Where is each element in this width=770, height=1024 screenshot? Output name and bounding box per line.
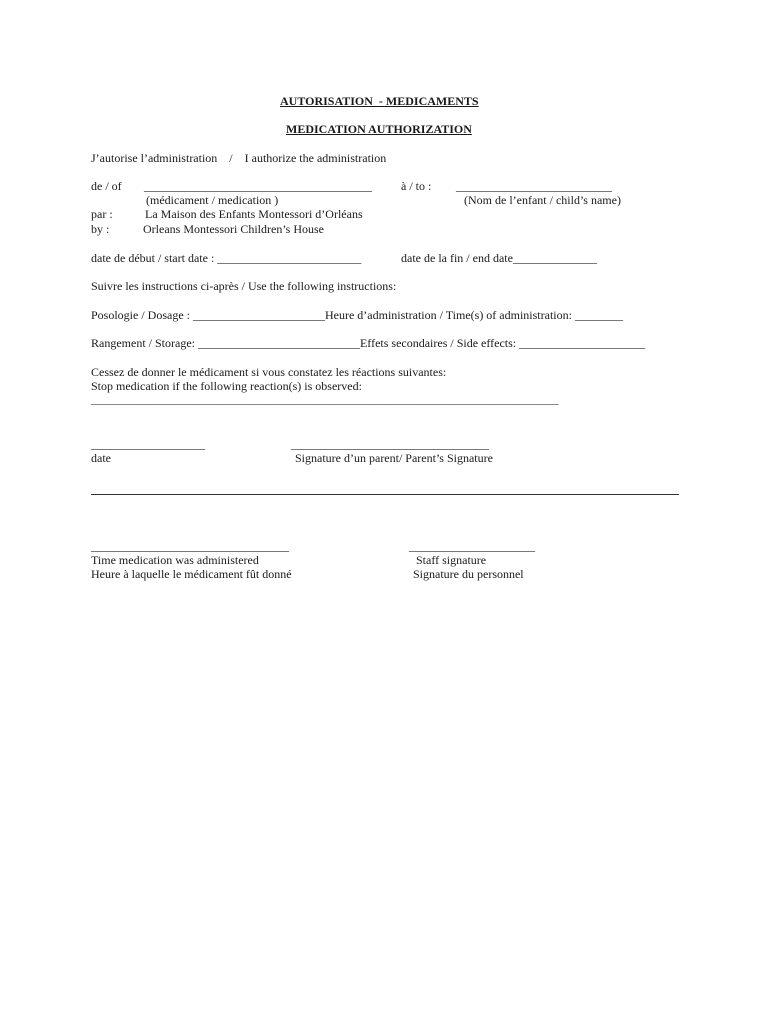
by-label: by :	[91, 222, 110, 236]
child-name-caption: (Nom de l’enfant / child’s name)	[464, 193, 621, 207]
a-to-label: à / to :	[401, 179, 432, 193]
stop-medication-french: Cessez de donner le médicament si vous constatez les réactions suivantes:	[91, 365, 447, 379]
storage-line[interactable]: Rangement / Storage: ___________________________Effets secondaires / Side effects: _____________________	[91, 336, 646, 350]
date-label: date	[91, 451, 111, 465]
parent-signature-label: Signature d’un parent/ Parent’s Signature	[295, 451, 493, 465]
reaction-blank[interactable]: __________________________________________________________________________________________	[91, 395, 559, 406]
dosage-line[interactable]: Posologie / Dosage : ______________________Heure d’administration / Time(s) of administration: ________	[91, 308, 623, 322]
staff-signature-blank[interactable]: _____________________	[409, 539, 535, 553]
parent-signature-blank[interactable]: _________________________________	[291, 437, 489, 451]
time-administered-label-fr: Heure à laquelle le médicament fût donné	[91, 567, 292, 581]
title-english: MEDICATION AUTHORIZATION	[286, 122, 472, 136]
date-signature-blank[interactable]: ___________________	[91, 437, 205, 451]
par-label: par :	[91, 207, 113, 221]
medication-blank[interactable]: ______________________________________	[144, 179, 372, 193]
staff-signature-label-en: Staff signature	[416, 553, 487, 567]
end-date-field[interactable]: date de la fin / end date______________	[401, 251, 597, 265]
separator-line	[91, 494, 679, 495]
time-administered-blank[interactable]: _________________________________	[91, 539, 289, 553]
de-of-label: de / of	[91, 179, 122, 193]
staff-signature-label-fr: Signature du personnel	[413, 567, 524, 581]
medication-caption: (médicament / medication )	[146, 193, 279, 207]
school-name-english: Orleans Montessori Children’s House	[143, 222, 324, 236]
start-date-field[interactable]: date de début / start date : ________________________	[91, 251, 362, 265]
stop-medication-english: Stop medication if the following reaction(s) is observed:	[91, 379, 362, 393]
authorize-line: J’autorise l’administration / I authorize the administration	[91, 151, 387, 165]
school-name-french: La Maison des Enfants Montessori d’Orléans	[145, 207, 363, 221]
child-name-blank[interactable]: __________________________	[456, 179, 612, 193]
title-french: AUTORISATION - MEDICAMENTS	[280, 94, 479, 108]
time-administered-label-en: Time medication was administered	[91, 553, 259, 567]
instructions-heading: Suivre les instructions ci-après / Use the following instructions:	[91, 279, 397, 293]
